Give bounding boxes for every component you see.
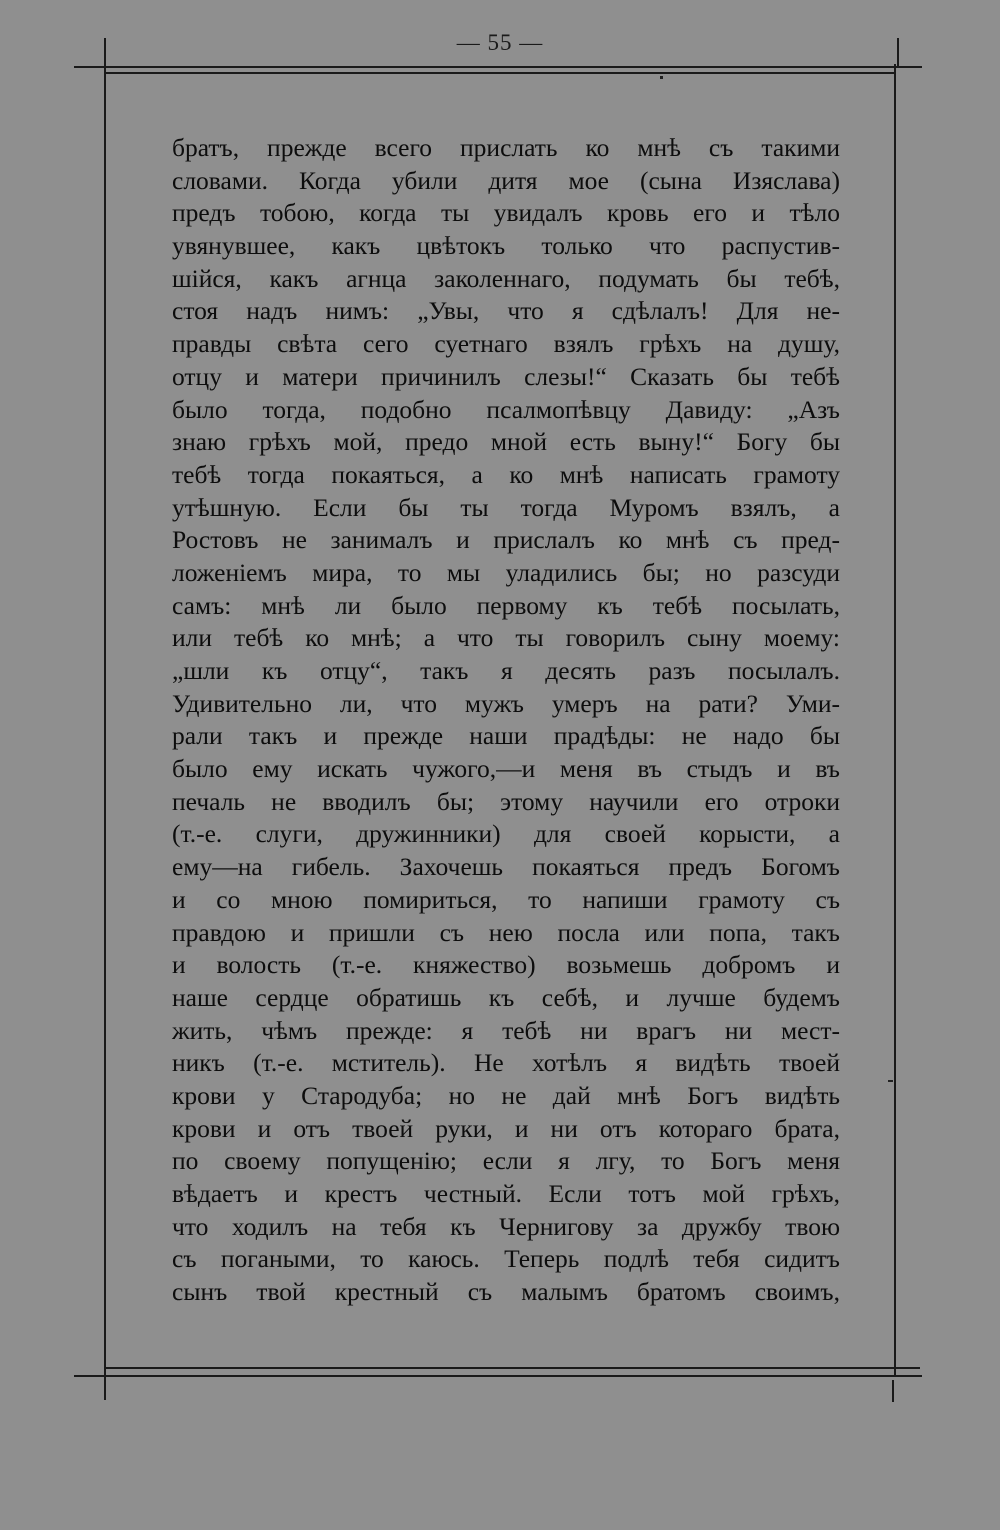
text-line: словами. Когда убили дитя мое (сына Изяслава) [172,165,840,195]
text-line: рали такъ и прежде наши прадѣды: не надо бы [172,721,840,751]
text-line: братъ, прежде всего прислать ко мнѣ съ такими [172,133,840,162]
print-speck [888,1080,893,1082]
bottom-inner-rule [104,1367,920,1369]
text-line: и со мною помириться, то напиши грамоту съ [172,884,840,914]
text-line: по своему попущенію; если я лгу, то Богъ меня [172,1146,840,1176]
text-line: шійся, какъ агнца заколеннаго, подумать бы тебѣ, [172,263,840,293]
right-rule-bottom-stub [892,1380,894,1402]
text-line: сынъ твой крестный съ малымъ братомъ своимъ, [172,1277,840,1307]
text-line: и волость (т.-е. княжество) возьмешь добромъ и [172,950,840,980]
top-inner-rule [104,72,894,74]
text-line: ему—на гибель. Захочешь покаяться предъ Богомъ [172,852,840,882]
print-speck [660,76,663,79]
text-line: крови у Стародуба; но не дай мнѣ Богъ видѣть [172,1080,840,1110]
page-number: — 55 — [456,30,544,55]
text-line: никъ (т.-е. мститель). Не хотѣлъ я видѣть твоей [172,1048,840,1078]
text-line: крови и отъ твоей руки, и ни отъ котораго брата, [172,1113,840,1143]
text-line: печаль не вводилъ бы; этому научили его отроки [172,786,840,816]
text-line: было ему искать чужого,—и меня въ стыдъ и въ [172,754,840,784]
text-line: правды свѣта сего суетнаго взялъ грѣхъ на душу, [172,329,840,359]
text-line: или тебѣ ко мнѣ; а что ты говорилъ сыну моему: [172,623,840,653]
text-line: „шли къ отцу“, такъ я десять разъ посылалъ. [172,656,840,685]
text-line: стоя надъ нимъ: „Увы, что я сдѣлалъ! Для не- [172,296,840,326]
text-line: отцу и матери причинилъ слезы!“ Сказать бы тебѣ [172,361,840,391]
text-line: ложеніемъ мира, то мы уладились бы; но разсуди [172,557,840,587]
top-rule [74,66,922,68]
text-line: правдою и пришли съ нею посла или попа, такъ [172,917,840,947]
text-line: Ростовъ не занималъ и прислалъ ко мнѣ съ пред- [172,525,840,555]
text-line: что ходилъ на тебя къ Чернигову за дружбу твою [172,1211,840,1241]
left-rule [104,38,106,1400]
text-line: утѣшную. Если бы ты тогда Муромъ взялъ, а [172,492,840,522]
text-line: знаю грѣхъ мой, предо мной есть выну!“ Богу бы [172,427,840,457]
text-line: самъ: мнѣ ли было первому къ тебѣ посылать, [172,590,840,620]
body-text [172,132,840,1309]
text-line: съ погаными, то каюсь. Теперь подлѣ тебя сидитъ [172,1244,840,1274]
right-rule [894,64,896,1376]
bottom-rule [74,1375,922,1377]
text-line: (т.-е. слуги, дружинники) для своей корысти, а [172,819,840,849]
text-line: жить, чѣмъ прежде: я тебѣ ни врагъ ни мест- [172,1015,840,1045]
text-line: тебѣ тогда покаяться, а ко мнѣ написать грамоту [172,459,840,489]
text-line: увянувшее, какъ цвѣтокъ только что распустив- [172,231,840,261]
text-line: наше сердце обратишь къ себѣ, и лучше будемъ [172,982,840,1012]
text-line: Удивительно ли, что мужъ умеръ на рати? Уми- [172,688,840,718]
text-line: вѣдаетъ и крестъ честный. Если тотъ мой грѣхъ, [172,1179,840,1208]
text-line: было тогда, подобно псалмопѣвцу Давиду: „Азъ [172,394,840,424]
text-line: предъ тобою, когда ты увидалъ кровь его и тѣло [172,198,840,228]
